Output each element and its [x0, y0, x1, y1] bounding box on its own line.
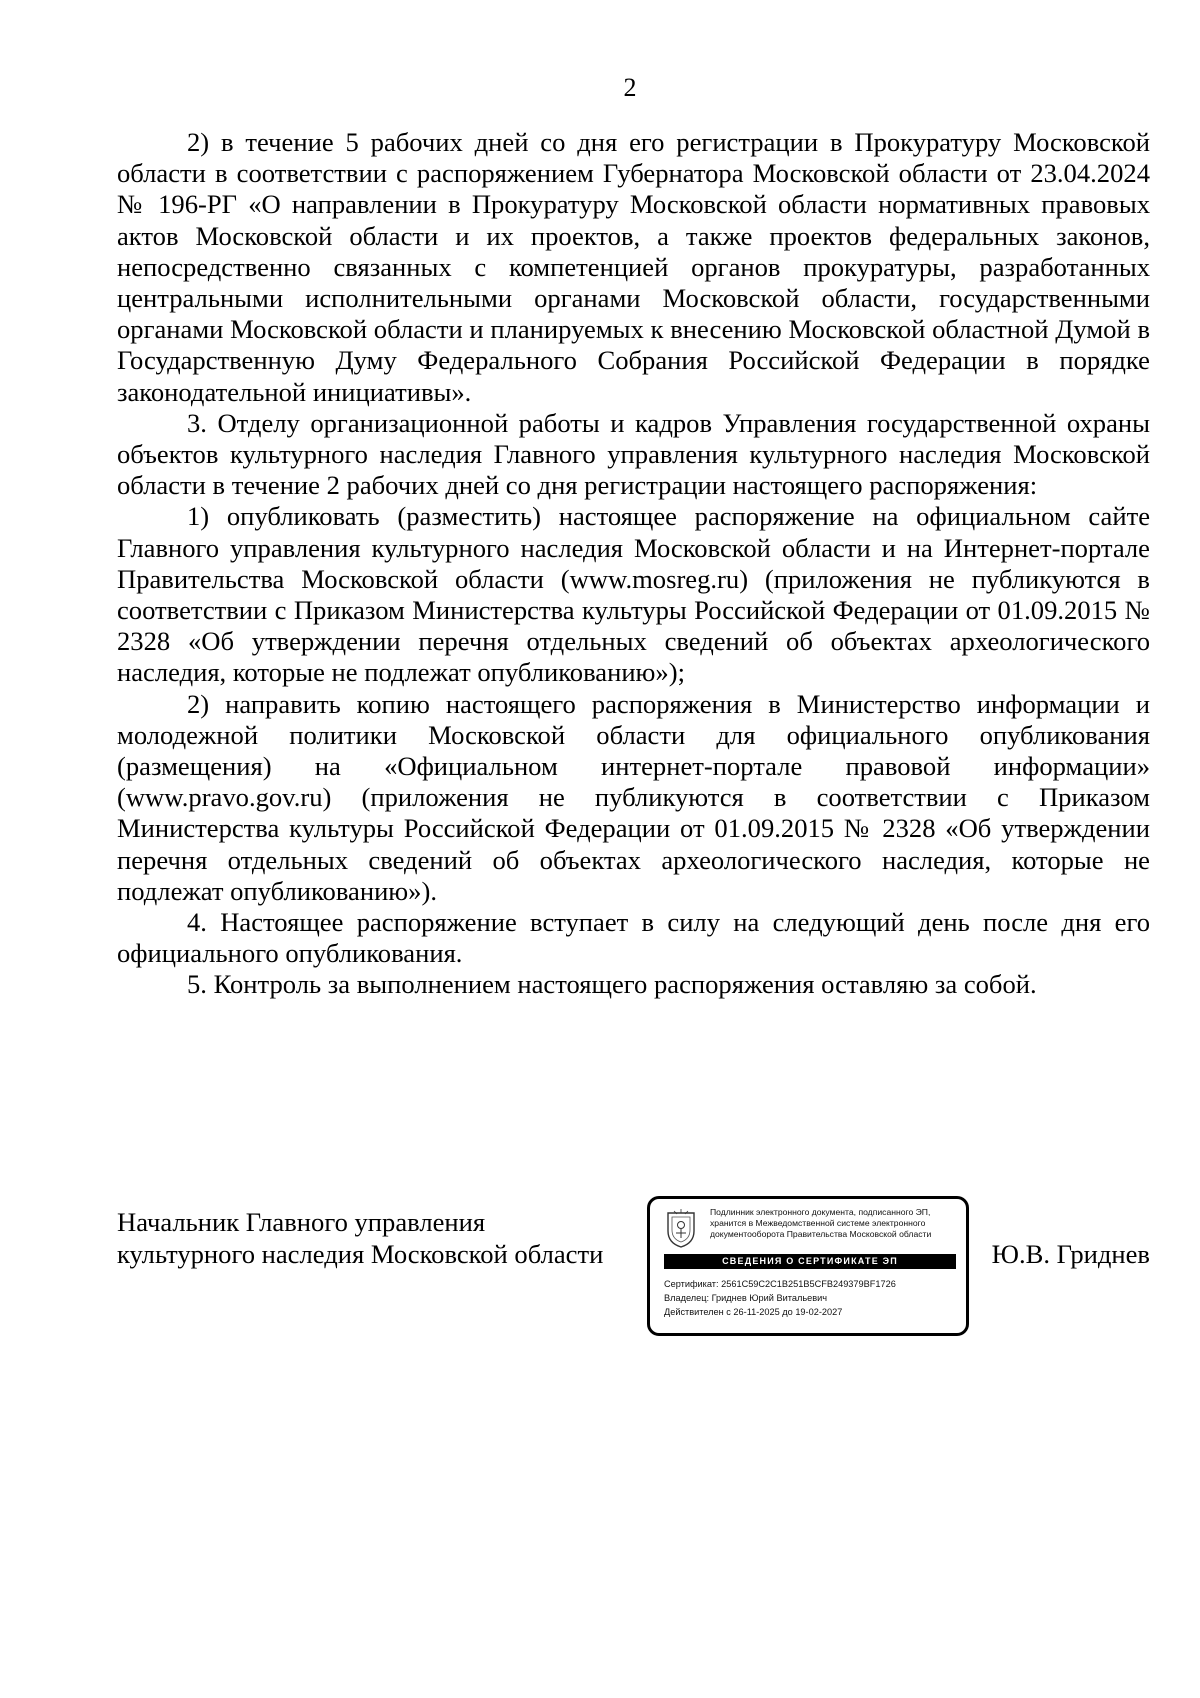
page-number: 2 — [623, 73, 637, 102]
signature-block — [117, 1206, 1150, 1346]
electronic-signature-stamp — [647, 1196, 969, 1336]
stamp-certificate: Сертификат: 2561C59C2C1B251B5CFB249379BF1726 — [664, 1279, 896, 1289]
paragraph-item-2-ministry: 2) направить копию настоящего распоряжения в Министерство информации и молодежной политики Московской области для официального опубликования (размещения) на «Официальном интернет-портале правовой информации» (www.pravo.gov.ru) (приложения не публикуются в соответствии с Приказом Министерства культуры Российской Федерации от 01.09.2015 № 2328 «Об утверждении перечня отдельных сведений об объектах археологического наследия, которые не подлежат опубликованию»). — [117, 688, 1150, 906]
signer-position-line-2: культурного наследия Московской области — [117, 1239, 604, 1269]
stamp-validity: Действителен с 26-11-2025 до 19-02-2027 — [664, 1307, 843, 1317]
signer-position-line-1: Начальник Главного управления — [117, 1207, 486, 1237]
paragraph-point-3: 3. Отделу организационной работы и кадров Управления государственной охраны объектов культурного наследия Главного управления культурного наследия Московской области в течение 2 рабочих дней со дня регистрации настоящего распоряжения: — [117, 407, 1150, 501]
document-body — [117, 127, 1150, 1001]
paragraph-point-5: 5. Контроль за выполнением настоящего распоряжения оставляю за собой. — [187, 969, 1037, 1000]
stamp-notice-text: Подлинник электронного документа, подписанного ЭП, хранится в Межведомственной системе электронного документооборота Правительства Московской области — [710, 1207, 932, 1239]
stamp-owner: Владелец: Гриднев Юрий Витальевич — [664, 1293, 828, 1303]
paragraph-item-1-publish: 1) опубликовать (разместить) настоящее распоряжение на официальном сайте Главного управления культурного наследия Московской области и на Интернет-портале Правительства Московской области (www.mosreg.ru) (приложения не публикуются в соответствии с Приказом Министерства культуры Российской Федерации от 01.09.2015 № 2328 «Об утверждении перечня отдельных сведений об объектах археологического наследия, которые не подлежат опубликованию»); — [117, 501, 1150, 688]
stamp-title-bar: СВЕДЕНИЯ О СЕРТИФИКАТЕ ЭП — [664, 1254, 956, 1269]
coat-of-arms-icon — [664, 1209, 698, 1249]
stamp-details — [664, 1277, 964, 1319]
paragraph-point-4: 4. Настоящее распоряжение вступает в силу на следующий день после дня его официального опубликования. — [117, 907, 1150, 969]
paragraph-item-2-prosecutor: 2) в течение 5 рабочих дней со дня его регистрации в Прокуратуру Московской области в соответствии с распоряжением Губернатора Московской области от 23.04.2024 № 196-РГ «О направлении в Прокуратуру Московской области нормативных правовых актов Московской области и их проектов, а также проектов федеральных законов, непосредственно связанных с компетенцией органов прокуратуры, разработанных центральными исполнительными органами Московской области, государственными органами Московской области и планируемых к внесению Московской областной Думой в Государственную Думу Федерального Собрания Российской Федерации в порядке законодательной инициативы». — [117, 127, 1150, 407]
signer-name: Ю.В. Гриднев — [991, 1239, 1150, 1269]
